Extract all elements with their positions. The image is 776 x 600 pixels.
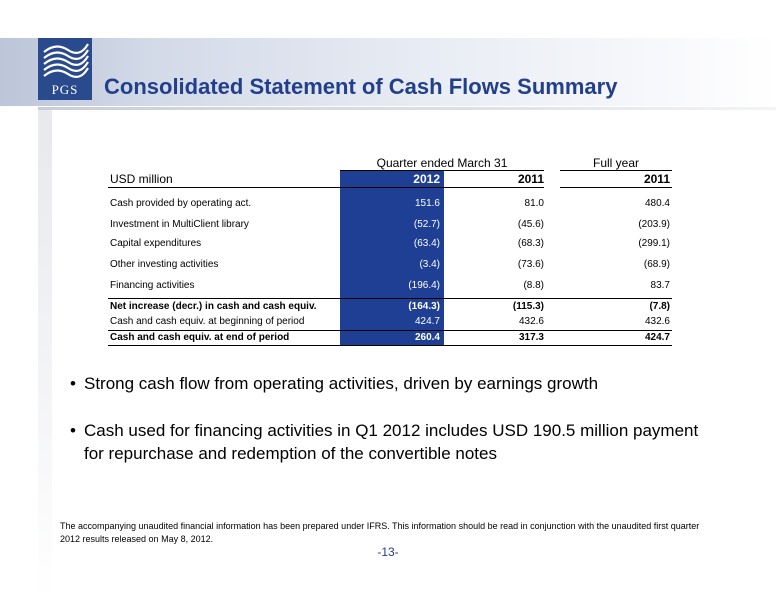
- table-row: [108, 301, 672, 317]
- cell-2012: (196.4): [408, 280, 440, 291]
- row-label: Cash provided by operating act.: [110, 198, 252, 209]
- row-label: Financing activities: [110, 280, 195, 291]
- cell-2011: (73.6): [517, 259, 544, 270]
- cell-fy2011: (299.1): [638, 238, 670, 249]
- group-underline-fullyear: [560, 170, 672, 171]
- table-row: [108, 259, 672, 275]
- row-label: Investment in MultiClient library: [110, 219, 249, 230]
- total-rule-top: [108, 330, 672, 331]
- row-label: Other investing activities: [110, 259, 219, 270]
- left-decor-strip: [38, 110, 52, 600]
- cell-2011: 432.6: [518, 316, 544, 327]
- table-row: [108, 238, 672, 254]
- bullet-item: [70, 372, 710, 395]
- cell-2012: (52.7): [413, 219, 440, 230]
- cell-fy2011: (68.9): [643, 259, 670, 270]
- header-underline: [108, 187, 544, 188]
- row-label: Net increase (decr.) in cash and cash equiv.: [110, 301, 317, 312]
- cell-2012: 151.6: [414, 198, 440, 209]
- cell-fy2011: 432.6: [644, 316, 670, 327]
- cell-2012: (63.4): [413, 238, 440, 249]
- total-rule-bottom: [108, 345, 672, 346]
- cell-fy2011: 480.4: [644, 198, 670, 209]
- logo-text: PGS: [51, 82, 79, 97]
- row-label: Cash and cash equiv. at end of period: [110, 332, 290, 343]
- page-title: Consolidated Statement of Cash Flows Summary: [104, 74, 618, 99]
- bullet-marker: •: [70, 374, 76, 393]
- cell-2012: (164.3): [408, 301, 440, 312]
- group-header-quarter: Quarter ended March 31: [376, 156, 508, 170]
- cell-2012: 424.7: [414, 316, 440, 327]
- cell-fy2011: (7.8): [649, 301, 670, 312]
- bullet-text: Strong cash flow from operating activities, driven by earnings growth: [84, 374, 599, 393]
- cell-2011: (115.3): [512, 301, 544, 312]
- bullet-text: Cash used for financing activities in Q1 2012 includes USD 190.5 million payment for repurchase and redemption of the convertible notes: [84, 421, 699, 463]
- table-row: [108, 198, 672, 214]
- cell-2011: (8.8): [523, 280, 544, 291]
- header-underline-fy: [560, 187, 672, 188]
- cell-2011: (68.3): [517, 238, 544, 249]
- table-row: [108, 280, 672, 296]
- table-row: [108, 219, 672, 235]
- cell-2011: 317.3: [518, 332, 544, 343]
- group-underline-quarter: [340, 170, 544, 171]
- bullet-item: [70, 419, 718, 465]
- col-header-fy2011: 2011: [643, 172, 670, 186]
- cell-fy2011: 83.7: [650, 280, 670, 291]
- cell-2012: 260.4: [414, 332, 440, 343]
- header-divider: [38, 107, 776, 110]
- row-label: Cash and cash equiv. at beginning of period: [110, 316, 305, 327]
- subtotal-rule: [108, 298, 672, 299]
- unit-label: USD million: [110, 172, 173, 186]
- cell-2012: (3.4): [419, 259, 440, 270]
- group-header-fullyear: Full year: [592, 156, 639, 170]
- pgs-logo: [38, 38, 92, 100]
- cell-fy2011: 424.7: [644, 332, 670, 343]
- footnote: The accompanying unaudited financial information has been prepared under IFRS. This information should be read in conjunction with the unaudited first quarter 2012 results released on May 8, 2012.: [60, 521, 700, 544]
- row-label: Capital expenditures: [110, 238, 202, 249]
- cell-fy2011: (203.9): [638, 219, 670, 230]
- cell-2011: (45.6): [517, 219, 544, 230]
- col-header-2012: 2012: [413, 172, 440, 186]
- bullet-marker: •: [70, 421, 76, 440]
- page-number: -13-: [377, 545, 399, 559]
- cell-2011: 81.0: [524, 198, 544, 209]
- col-header-2011: 2011: [517, 172, 544, 186]
- cash-flow-table: [108, 154, 672, 346]
